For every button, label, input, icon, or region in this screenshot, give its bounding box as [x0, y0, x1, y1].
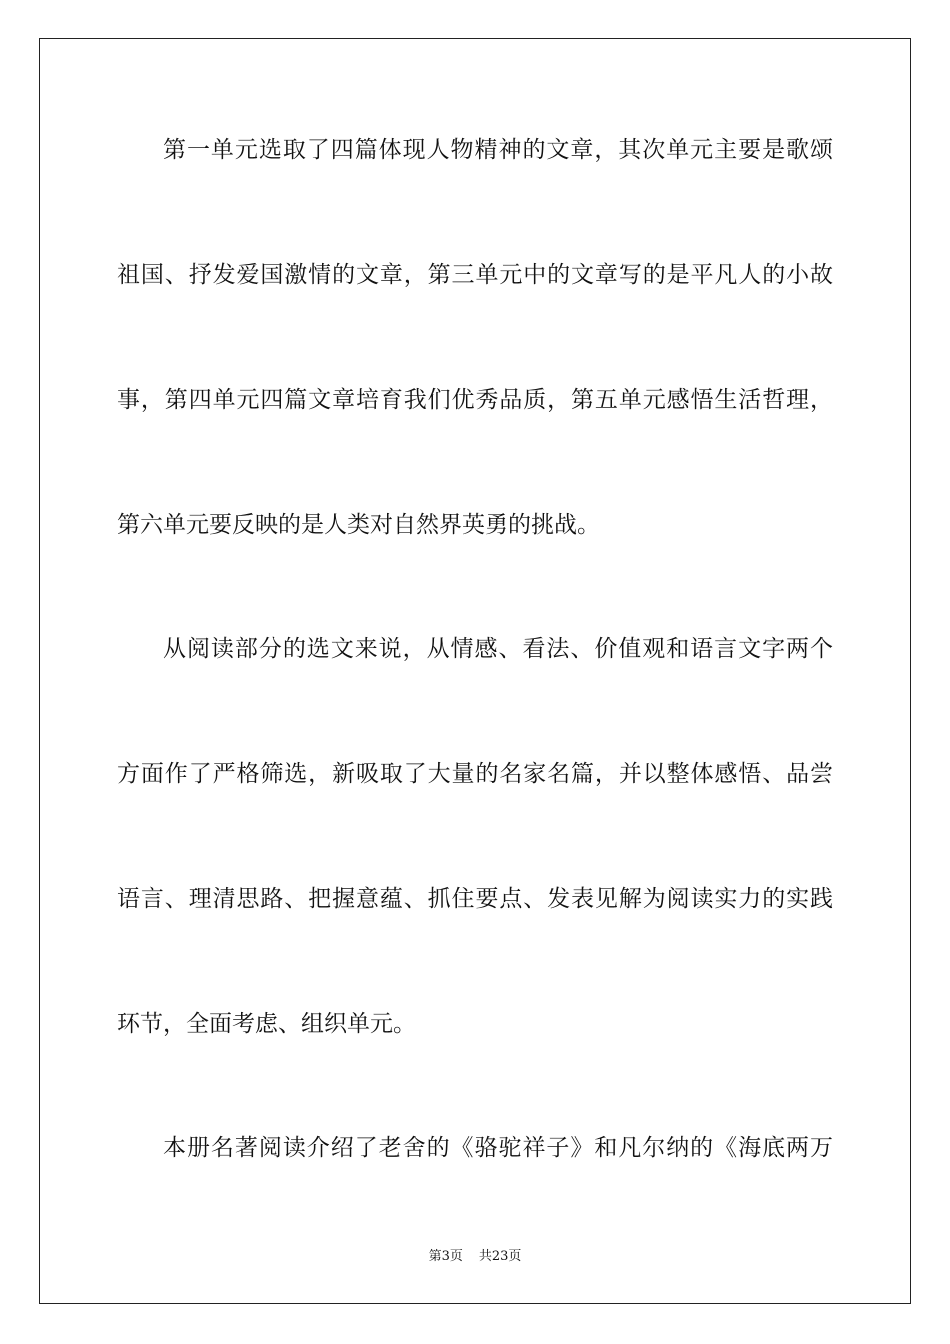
page-border: [39, 38, 911, 1304]
paragraph-1-line-4: 第六单元要反映的是人类对自然界英勇的挑战。: [117, 512, 600, 538]
paragraph-2-line-4: 环节，全面考虑、组织单元。: [117, 1011, 416, 1037]
paragraph-1-line-2: 祖国、抒发爱国激情的文章，第三单元中的文章写的是平凡人的小故: [117, 262, 833, 288]
paragraph-2-line-1: 从阅读部分的选文来说，从情感、看法、价值观和语言文字两个: [163, 636, 833, 662]
page-footer: [0, 1249, 950, 1265]
page-number: 第3页: [428, 1249, 463, 1264]
paragraph-1-line-3: 事，第四单元四篇文章培育我们优秀品质，第五单元感悟生活哲理，: [117, 387, 833, 413]
total-pages: 共23页: [478, 1249, 522, 1264]
paragraph-2-line-3: 语言、理清思路、把握意蕴、抓住要点、发表见解为阅读实力的实践: [117, 886, 833, 912]
paragraph-2-line-2: 方面作了严格筛选，新吸取了大量的名家名篇，并以整体感悟、品尝: [117, 761, 833, 787]
paragraph-1-line-1: 第一单元选取了四篇体现人物精神的文章，其次单元主要是歌颂: [163, 137, 833, 163]
paragraph-3-line-1: 本册名著阅读介绍了老舍的《骆驼祥子》和凡尔纳的《海底两万: [163, 1135, 833, 1161]
